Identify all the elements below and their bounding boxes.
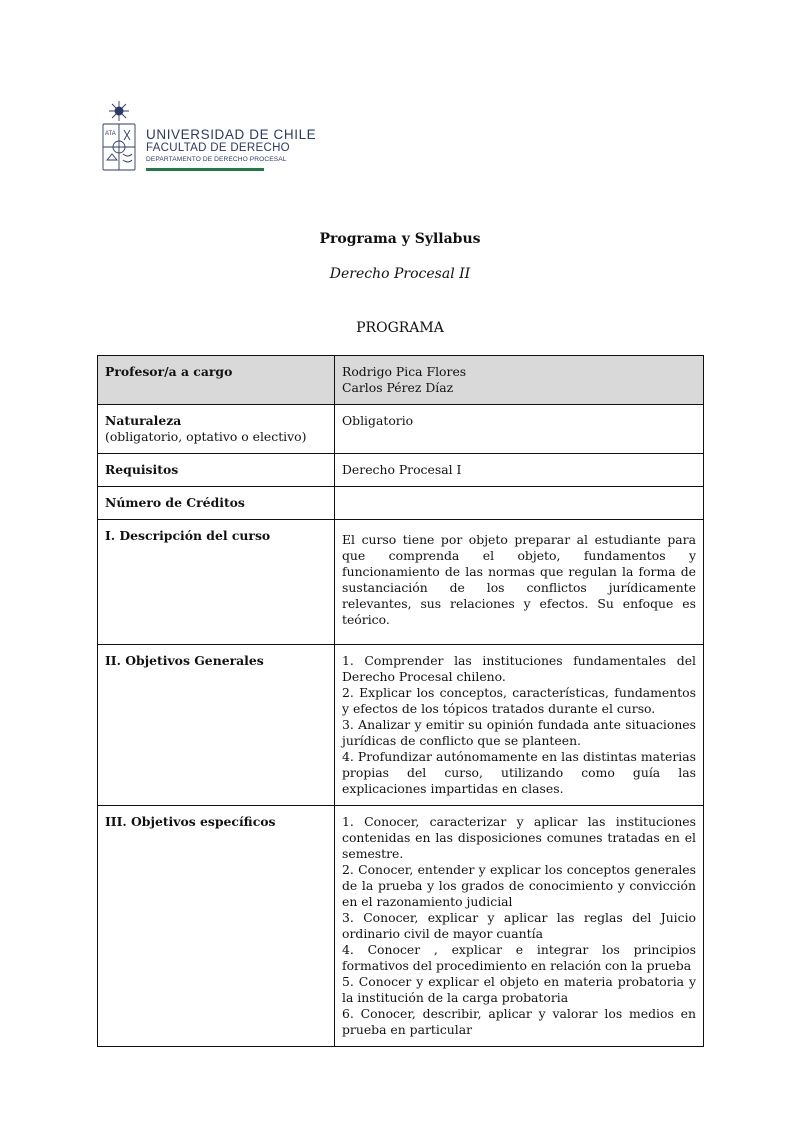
credits-label: Número de Créditos (98, 487, 335, 520)
course-title: Derecho Procesal II (329, 266, 471, 282)
credits-value (335, 487, 704, 520)
department-name: DEPARTAMENTO DE DERECHO PROCESAL (146, 156, 287, 163)
professor-label: Profesor/a a cargo (98, 356, 335, 405)
table-row-credits (98, 487, 704, 520)
specific-objectives-list (335, 806, 704, 1047)
table-row-general-objectives (98, 645, 704, 806)
list-item: 2. Explicar los conceptos, características, fundamentos y efectos de los tópicos tratados durante el curso. (342, 685, 696, 716)
list-item: 2. Conocer, entender y explicar los conceptos generales de la prueba y los grados de conocimiento y convicción en el razonamiento judicial (342, 862, 696, 909)
nature-value: Obligatorio (335, 405, 704, 454)
table-row-description (98, 520, 704, 645)
general-objectives-label: II. Objetivos Generales (98, 645, 335, 806)
list-item: 1. Comprender las instituciones fundamentales del Derecho Procesal chileno. (342, 653, 696, 684)
list-item: 4. Conocer , explicar e integrar los principios formativos del procedimiento en relación con la prueba (342, 942, 696, 973)
nature-sublabel: (obligatorio, optativo o electivo) (105, 429, 307, 444)
nature-label: Naturaleza (105, 413, 182, 428)
list-item: 3. Conocer, explicar y aplicar las reglas del Juicio ordinario civil de mayor cuantía (342, 910, 696, 941)
list-item: 4. Profundizar autónomamente en las distintas materias propias del curso, utilizando como guía las explicaciones impartidas en clases. (342, 749, 696, 796)
requirements-value: Derecho Procesal I (335, 454, 704, 487)
professor-value (335, 356, 704, 405)
nature-label-cell (98, 405, 335, 454)
logo-accent-bar (146, 168, 264, 171)
professor-name: Rodrigo Pica Flores (342, 364, 467, 379)
university-seal-icon (100, 100, 138, 174)
table-row-professor (98, 356, 704, 405)
specific-objectives-label: III. Objetivos específicos (98, 806, 335, 1047)
description-label: I. Descripción del curso (98, 520, 335, 645)
list-item: 1. Conocer, caracterizar y aplicar las instituciones contenidas en las disposiciones comunes tratadas en el semestre. (342, 814, 696, 861)
list-item: 5. Conocer y explicar el objeto en materia probatoria y la institución de la carga probatoria (342, 974, 696, 1005)
section-title: PROGRAMA (356, 320, 444, 336)
description-text: El curso tiene por objeto preparar al estudiante para que comprenda el objeto, fundamentos y funcionamiento de las normas que regulan la forma de sustanciación de los conflictos jurídicamente relevantes, sus relaciones y efectos. Su enfoque es teórico. (342, 532, 696, 627)
list-item: 3. Analizar y emitir su opinión fundada ante situaciones jurídicas de conflicto que se planteen. (342, 717, 696, 748)
program-table (97, 355, 704, 1047)
description-value (335, 520, 704, 645)
table-row-requirements (98, 454, 704, 487)
faculty-name: FACULTAD DE DERECHO (146, 142, 290, 154)
list-item: 6. Conocer, describir, aplicar y valorar los medios en prueba en particular (342, 1006, 696, 1037)
logo-text (146, 128, 316, 164)
seal-lettering: ATA (105, 131, 116, 137)
university-name: UNIVERSIDAD DE CHILE (146, 127, 317, 142)
table-row-nature (98, 405, 704, 454)
university-logo (100, 100, 317, 175)
requirements-label: Requisitos (98, 454, 335, 487)
general-objectives-list (335, 645, 704, 806)
professor-name: Carlos Pérez Díaz (342, 380, 454, 395)
document-title: Programa y Syllabus (319, 231, 481, 247)
table-row-specific-objectives (98, 806, 704, 1047)
